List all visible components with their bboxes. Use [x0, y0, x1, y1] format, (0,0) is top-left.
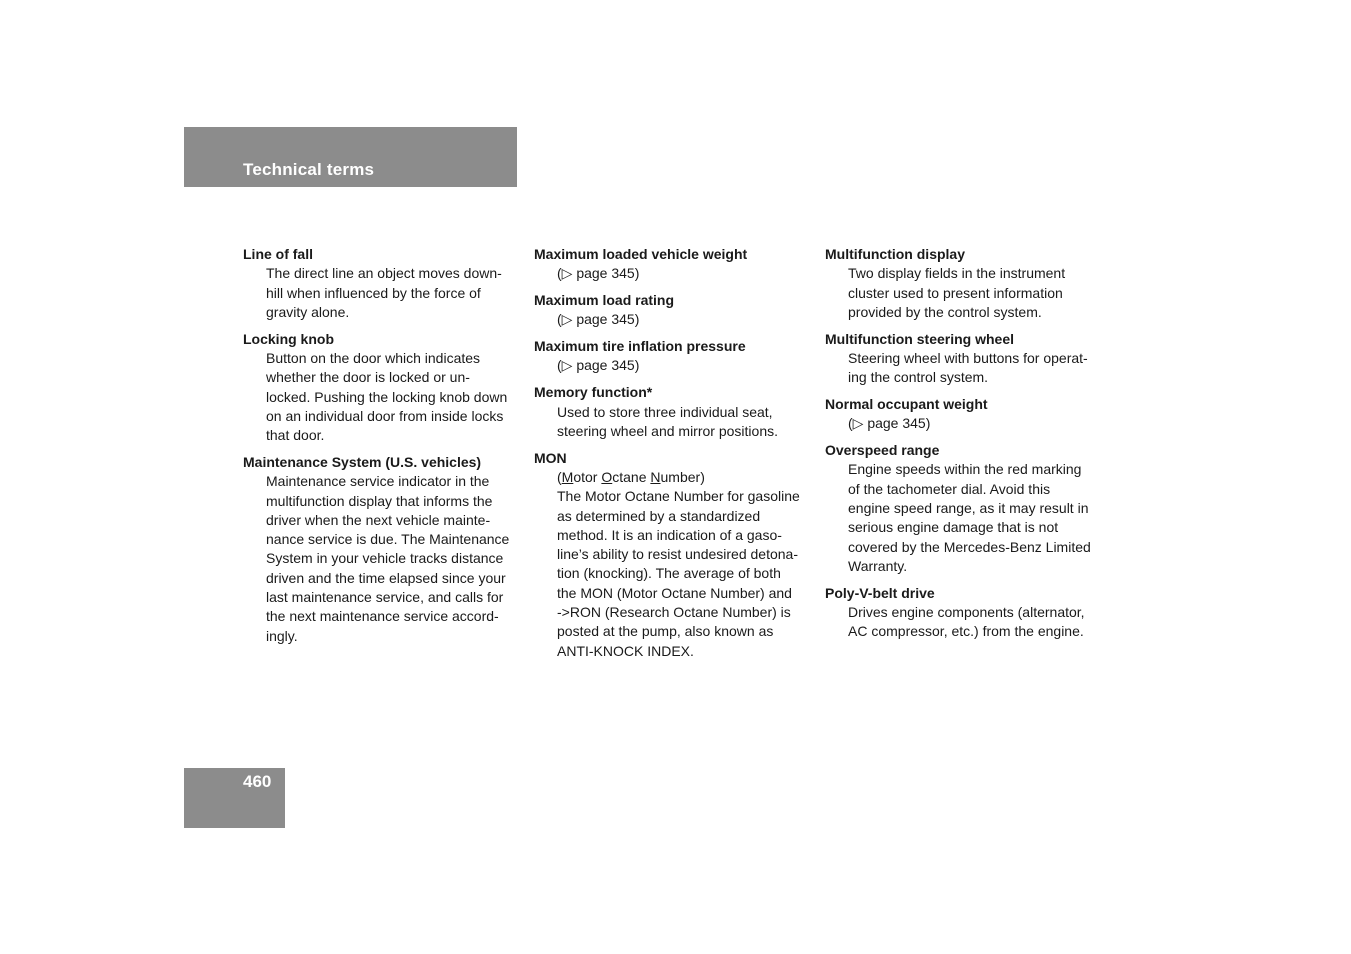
- definition-line: Two display fields in the instrument: [848, 265, 1066, 282]
- glossary-entry-memory-function: [534, 383, 819, 441]
- glossary-column-3: [825, 245, 1110, 649]
- glossary-definition: [534, 356, 819, 375]
- glossary-definition: [825, 264, 1110, 322]
- definition-line: covered by the Mercedes-Benz Limited: [848, 538, 1091, 555]
- definition-line: System in your vehicle tracks distance: [266, 550, 504, 567]
- definition-line: tion (knocking). The average of both: [557, 565, 781, 582]
- glossary-term: Multifunction display: [825, 246, 965, 262]
- definition-line: The direct line an object moves down-: [266, 265, 502, 282]
- glossary-entry-line-of-fall: [243, 245, 523, 322]
- definition-line: Maintenance service indicator in the: [266, 473, 490, 490]
- definition-line: Button on the door which indicates: [266, 349, 481, 366]
- glossary-definition: [534, 403, 819, 442]
- definition-line: the MON (Motor Octane Number) and: [557, 584, 792, 601]
- glossary-term: Maximum tire inflation pressure: [534, 338, 746, 355]
- glossary-entry-maintenance-system: [243, 453, 523, 646]
- glossary-term: Multifunction steering wheel: [825, 330, 1015, 347]
- definition-line: that door.: [266, 427, 325, 444]
- definition-line: engine speed range, as it may result in: [848, 500, 1089, 517]
- definition-line: last maintenance service, and calls for: [266, 589, 504, 606]
- section-title: Technical terms: [243, 160, 375, 179]
- definition-line: Steering wheel with buttons for operat-: [848, 349, 1088, 366]
- glossary-entry-mon: [534, 449, 819, 661]
- definition-line: line’s ability to resist undesired detona-: [557, 546, 798, 563]
- glossary-term: Maximum loaded vehicle weight: [534, 246, 748, 262]
- definition-line: serious engine damage that is not: [848, 519, 1059, 536]
- glossary-term: Maintenance System (U.S. vehicles): [243, 453, 482, 470]
- glossary-term: MON: [534, 449, 567, 466]
- glossary-definition: [825, 460, 1110, 576]
- glossary-entry-maximum-loaded-vehicle-weight: [534, 245, 819, 284]
- glossary-term: Poly-V-belt drive: [825, 584, 935, 601]
- glossary-term: Normal occupant weight: [825, 396, 988, 413]
- definition-line: AC compressor, etc.) from the engine.: [848, 623, 1084, 640]
- glossary-term: Overspeed range: [825, 442, 940, 459]
- definition-line: driver when the next vehicle mainte-: [266, 511, 491, 528]
- glossary-term: Locking knob: [243, 330, 334, 347]
- glossary-entry-maximum-tire-inflation-pressure: [534, 337, 819, 376]
- definition-line: nance service is due. The Maintenance: [266, 531, 510, 548]
- definition-line: Used to store three individual seat,: [557, 403, 773, 420]
- glossary-entry-maximum-load-rating: [534, 291, 819, 330]
- definition-line: posted at the pump, also known as: [557, 623, 774, 640]
- definition-line: as determined by a standardized: [557, 507, 761, 524]
- definition-line: Engine speeds within the red marking: [848, 461, 1082, 478]
- glossary-definition: [243, 349, 523, 445]
- definition-line: locked. Pushing the locking knob down: [266, 388, 508, 405]
- abbreviation-expansion: (Motor Octane Number): [557, 468, 705, 485]
- glossary-entry-multifunction-display: [825, 245, 1110, 322]
- page-number: 460: [243, 772, 272, 791]
- definition-line: on an individual door from inside locks: [266, 407, 504, 424]
- glossary-column-2: [534, 245, 819, 668]
- glossary-definition: [243, 472, 523, 646]
- page-reference[interactable]: (▷ page 345): [557, 311, 640, 328]
- glossary-term: Line of fall: [243, 246, 313, 262]
- definition-line: The Motor Octane Number for gasoline: [557, 488, 800, 505]
- definition-line: Warranty.: [848, 557, 908, 574]
- glossary-entry-normal-occupant-weight: [825, 395, 1110, 434]
- definition-line: ing the control system.: [848, 369, 989, 386]
- page-reference[interactable]: (▷ page 345): [557, 357, 640, 374]
- definition-line: multifunction display that informs the: [266, 492, 493, 509]
- glossary-definition: [825, 414, 1110, 433]
- definition-line: whether the door is locked or un-: [266, 369, 470, 386]
- glossary-definition: [825, 603, 1110, 642]
- glossary-term: Maximum load rating: [534, 292, 675, 309]
- definition-line: of the tachometer dial. Avoid this: [848, 480, 1051, 497]
- definition-line: driven and the time elapsed since your: [266, 569, 506, 586]
- definition-line: ingly.: [266, 627, 298, 644]
- glossary-column-1: [243, 245, 523, 653]
- definition-line: method. It is an indication of a gaso-: [557, 526, 782, 543]
- definition-line: ->RON (Research Octane Number) is: [557, 604, 791, 621]
- glossary-definition: [534, 264, 819, 283]
- glossary-definition: [825, 349, 1110, 388]
- definition-line: steering wheel and mirror positions.: [557, 422, 778, 439]
- glossary-entry-multifunction-steering-wheel: [825, 330, 1110, 388]
- glossary-entry-locking-knob: [243, 330, 523, 446]
- glossary-definition: [534, 468, 819, 661]
- glossary-term: Memory function*: [534, 384, 653, 401]
- definition-line: ANTI-KNOCK INDEX.: [557, 642, 694, 659]
- section-header-tab: [184, 127, 517, 187]
- glossary-definition: [243, 264, 523, 322]
- definition-line: cluster used to present information: [848, 284, 1063, 301]
- definition-line: provided by the control system.: [848, 303, 1042, 320]
- page-reference[interactable]: (▷ page 345): [848, 415, 931, 432]
- page-number-tab: [184, 768, 285, 828]
- definition-line: Drives engine components (alternator,: [848, 604, 1085, 621]
- definition-line: gravity alone.: [266, 303, 350, 320]
- page-reference[interactable]: (▷ page 345): [557, 265, 640, 282]
- glossary-entry-poly-v-belt-drive: [825, 584, 1110, 642]
- glossary-definition: [534, 310, 819, 329]
- definition-line: hill when influenced by the force of: [266, 284, 481, 301]
- glossary-entry-overspeed-range: [825, 441, 1110, 576]
- definition-line: the next maintenance service accord-: [266, 608, 499, 625]
